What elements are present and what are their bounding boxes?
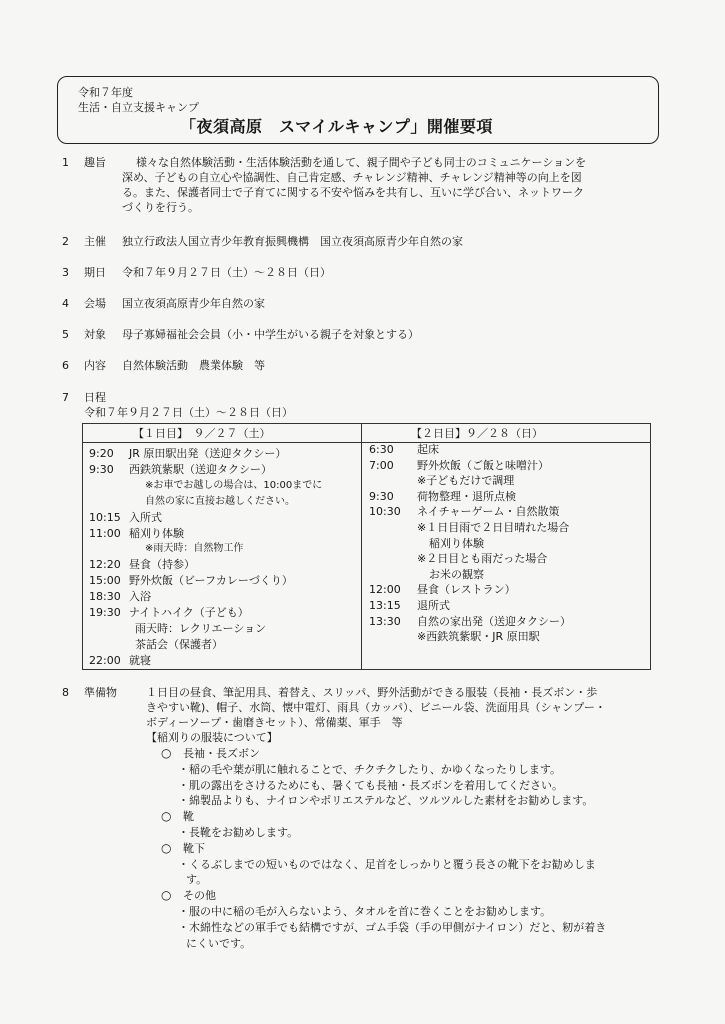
schedule-activity: 茶話会（保護者） (135, 637, 223, 651)
bullet-circle: ○ (161, 888, 172, 903)
section-1-line: づくりを行う。 (122, 201, 199, 214)
title-box (57, 76, 659, 144)
clothing-item: ・肌の露出をさけるためにも、暑くても長袖・長ズボンを着用してください。 (178, 778, 563, 792)
section-1-line: 様々な自然体験活動・生活体験活動を通して、親子間や子ども同士のコミュニケーションを (136, 156, 587, 169)
clothing-item: ・木綿性などの軍手でも結構ですが、ゴム手袋（手の甲側がナイロン）だと、籾が着き (178, 920, 607, 934)
venue-text: 国立夜須高原青少年自然の家 (122, 297, 265, 310)
section-1-line: る。また、保護者同士で子育てに関する不安や悩みを共有し、互いに学び合い、ネットワーク (122, 186, 584, 199)
schedule-time: 18:30 (89, 590, 121, 604)
program-name: 生活・自立支援キャンプ (78, 101, 199, 114)
bullet-circle: ○ (161, 840, 172, 855)
clothing-item: ・稲の毛や葉が肌に触れることで、チクチクしたり、かゆくなったりします。 (178, 762, 562, 776)
section-1-line: 深め、子どもの自立心や協調性、自己肯定感、チャレンジ精神、チャレンジ精神等の向上を図 (122, 171, 582, 184)
schedule-activity: お米の観察 (429, 567, 484, 581)
section-6-number: 6 (62, 359, 69, 372)
section-3-label: 期日 (84, 266, 106, 279)
section-3-number: 3 (62, 266, 69, 279)
schedule-time: 15:00 (89, 574, 121, 588)
schedule-time: 12:00 (369, 583, 401, 597)
section-4-label: 会場 (84, 297, 106, 310)
clothing-item: ・綿製品よりも、ナイロンやポリエステルなど、ツルツルした素材をお勧めします。 (178, 794, 594, 808)
section-5-number: 5 (62, 328, 69, 341)
page-title: 「夜須高原 スマイルキャンプ」開催要項 (180, 117, 493, 136)
schedule-activity: 自然の家出発（送迎タクシー） (417, 614, 571, 628)
schedule-activity: 雨天時：レクリエーション (135, 621, 267, 635)
schedule-activity: 荷物整理・退所点検 (417, 489, 516, 503)
day2-header: 【２日目】９／２８（日） (411, 427, 543, 440)
section-1-number: 1 (62, 156, 69, 169)
schedule-table (82, 423, 651, 670)
schedule-time: 22:00 (89, 653, 121, 667)
schedule-time: 9:30 (369, 489, 394, 503)
schedule-activity: ※１日目雨で２日目晴れた場合 (417, 521, 570, 534)
clothing-item: す。 (186, 873, 208, 887)
section-4-number: 4 (62, 297, 69, 310)
bullet-circle: ○ (161, 746, 172, 760)
schedule-activity: 就寝 (129, 653, 151, 667)
table-divider (83, 442, 650, 443)
schedule-activity: 稲刈り体験 (129, 526, 184, 540)
schedule-date: 令和７年９月２７日（土）～２８日（日） (84, 406, 293, 419)
schedule-time: 7:00 (369, 458, 394, 472)
schedule-time: 13:15 (369, 599, 401, 612)
clothing-group-title: 靴下 (183, 841, 205, 855)
schedule-activity: ※２日目とも雨だった場合 (417, 552, 548, 566)
section-5-label: 対象 (84, 328, 106, 341)
table-divider (361, 424, 362, 669)
clothing-item: にくいです。 (186, 936, 252, 950)
schedule-time: 12:20 (89, 558, 121, 572)
schedule-activity: 昼食（レストラン） (417, 583, 516, 597)
schedule-activity: 自然の家に直接お越しください。 (145, 495, 295, 507)
date-text: 令和７年９月２７日（土）～２８日（日） (122, 266, 331, 279)
day1-header: 【１日目】 ９／２７（土） (133, 427, 271, 440)
schedule-activity: 起床 (417, 443, 439, 456)
schedule-time: 11:00 (89, 526, 121, 540)
clothing-item: ・くるぶしまでの短いものではなく、足首をしっかりと覆う長さの靴下をお勧めしま (178, 857, 596, 871)
bullet-circle: ○ (161, 809, 172, 824)
schedule-activity: ナイトハイク（子ども） (129, 606, 249, 619)
schedule-activity: ネイチャーゲーム・自然散策 (417, 505, 560, 519)
clothing-item: ・服の中に稲の毛が入らないよう、タオルを首に巻くことをお勧めします。 (178, 905, 552, 918)
schedule-activity: ※子どもだけで調理 (417, 474, 515, 488)
clothing-group-title: 長袖・長ズボン (183, 747, 260, 760)
fiscal-year: 令和７年度 (78, 86, 133, 99)
schedule-time: 9:30 (89, 462, 114, 476)
schedule-time: 10:30 (369, 505, 401, 519)
section-8-label: 準備物 (84, 686, 117, 699)
section-2-label: 主催 (84, 235, 106, 248)
schedule-activity: ※西鉄筑紫駅・JR 原田駅 (417, 630, 540, 644)
section-6-label: 内容 (84, 359, 106, 372)
section-7-number: 7 (62, 391, 69, 404)
schedule-time: 6:30 (369, 443, 394, 456)
section-7-label: 日程 (84, 391, 106, 404)
belongings-line: ボディーソープ・歯磨きセット）、常備薬、軍手 等 (146, 716, 403, 729)
schedule-time: 13:30 (369, 614, 401, 628)
schedule-activity: 野外炊飯（ビーフカレーづくり） (129, 574, 293, 588)
schedule-activity: JR 原田駅出発（送迎タクシー） (129, 447, 287, 460)
section-1-label: 趣旨 (84, 156, 106, 169)
belongings-line: きやすい靴)、帽子、水筒、懐中電灯、雨具（カッパ）、ビニール袋、洗面用具（シャンプー・ (146, 701, 606, 714)
schedule-time: 10:15 (89, 510, 121, 524)
clothing-group-title: 靴 (183, 810, 194, 824)
schedule-activity: 昼食（持参） (129, 558, 195, 572)
schedule-time: 9:20 (89, 447, 114, 460)
schedule-activity: ※お車でお越しの場合は、10:00までに (145, 479, 323, 491)
target-text: 母子寡婦福祉会会員（小・中学生がいる親子を対象とする） (122, 328, 419, 341)
section-8-number: 8 (62, 686, 69, 699)
schedule-activity: 野外炊飯（ご飯と味噌汁） (417, 458, 549, 472)
schedule-activity: 入浴 (129, 590, 151, 604)
schedule-activity: 稲刈り体験 (429, 536, 484, 550)
section-2-number: 2 (62, 235, 69, 248)
schedule-activity: 西鉄筑紫駅（送迎タクシー） (129, 462, 272, 476)
schedule-activity: 入所式 (129, 510, 162, 524)
schedule-activity: ※雨天時：自然物工作 (145, 543, 244, 555)
schedule-activity: 退所式 (417, 599, 450, 612)
clothing-heading: 【稲刈りの服装について】 (146, 731, 278, 744)
schedule-time: 19:30 (89, 606, 121, 619)
clothing-group-title: その他 (183, 889, 216, 903)
clothing-item: ・長靴をお勧めします。 (178, 826, 299, 839)
content-text: 自然体験活動 農業体験 等 (122, 359, 265, 372)
belongings-line: １日目の昼食、筆記用具、着替え、スリッパ、野外活動ができる服装（長袖・長ズボン・歩 (146, 686, 598, 699)
organizer-text: 独立行政法人国立青少年教育振興機構 国立夜須高原青少年自然の家 (122, 235, 463, 248)
